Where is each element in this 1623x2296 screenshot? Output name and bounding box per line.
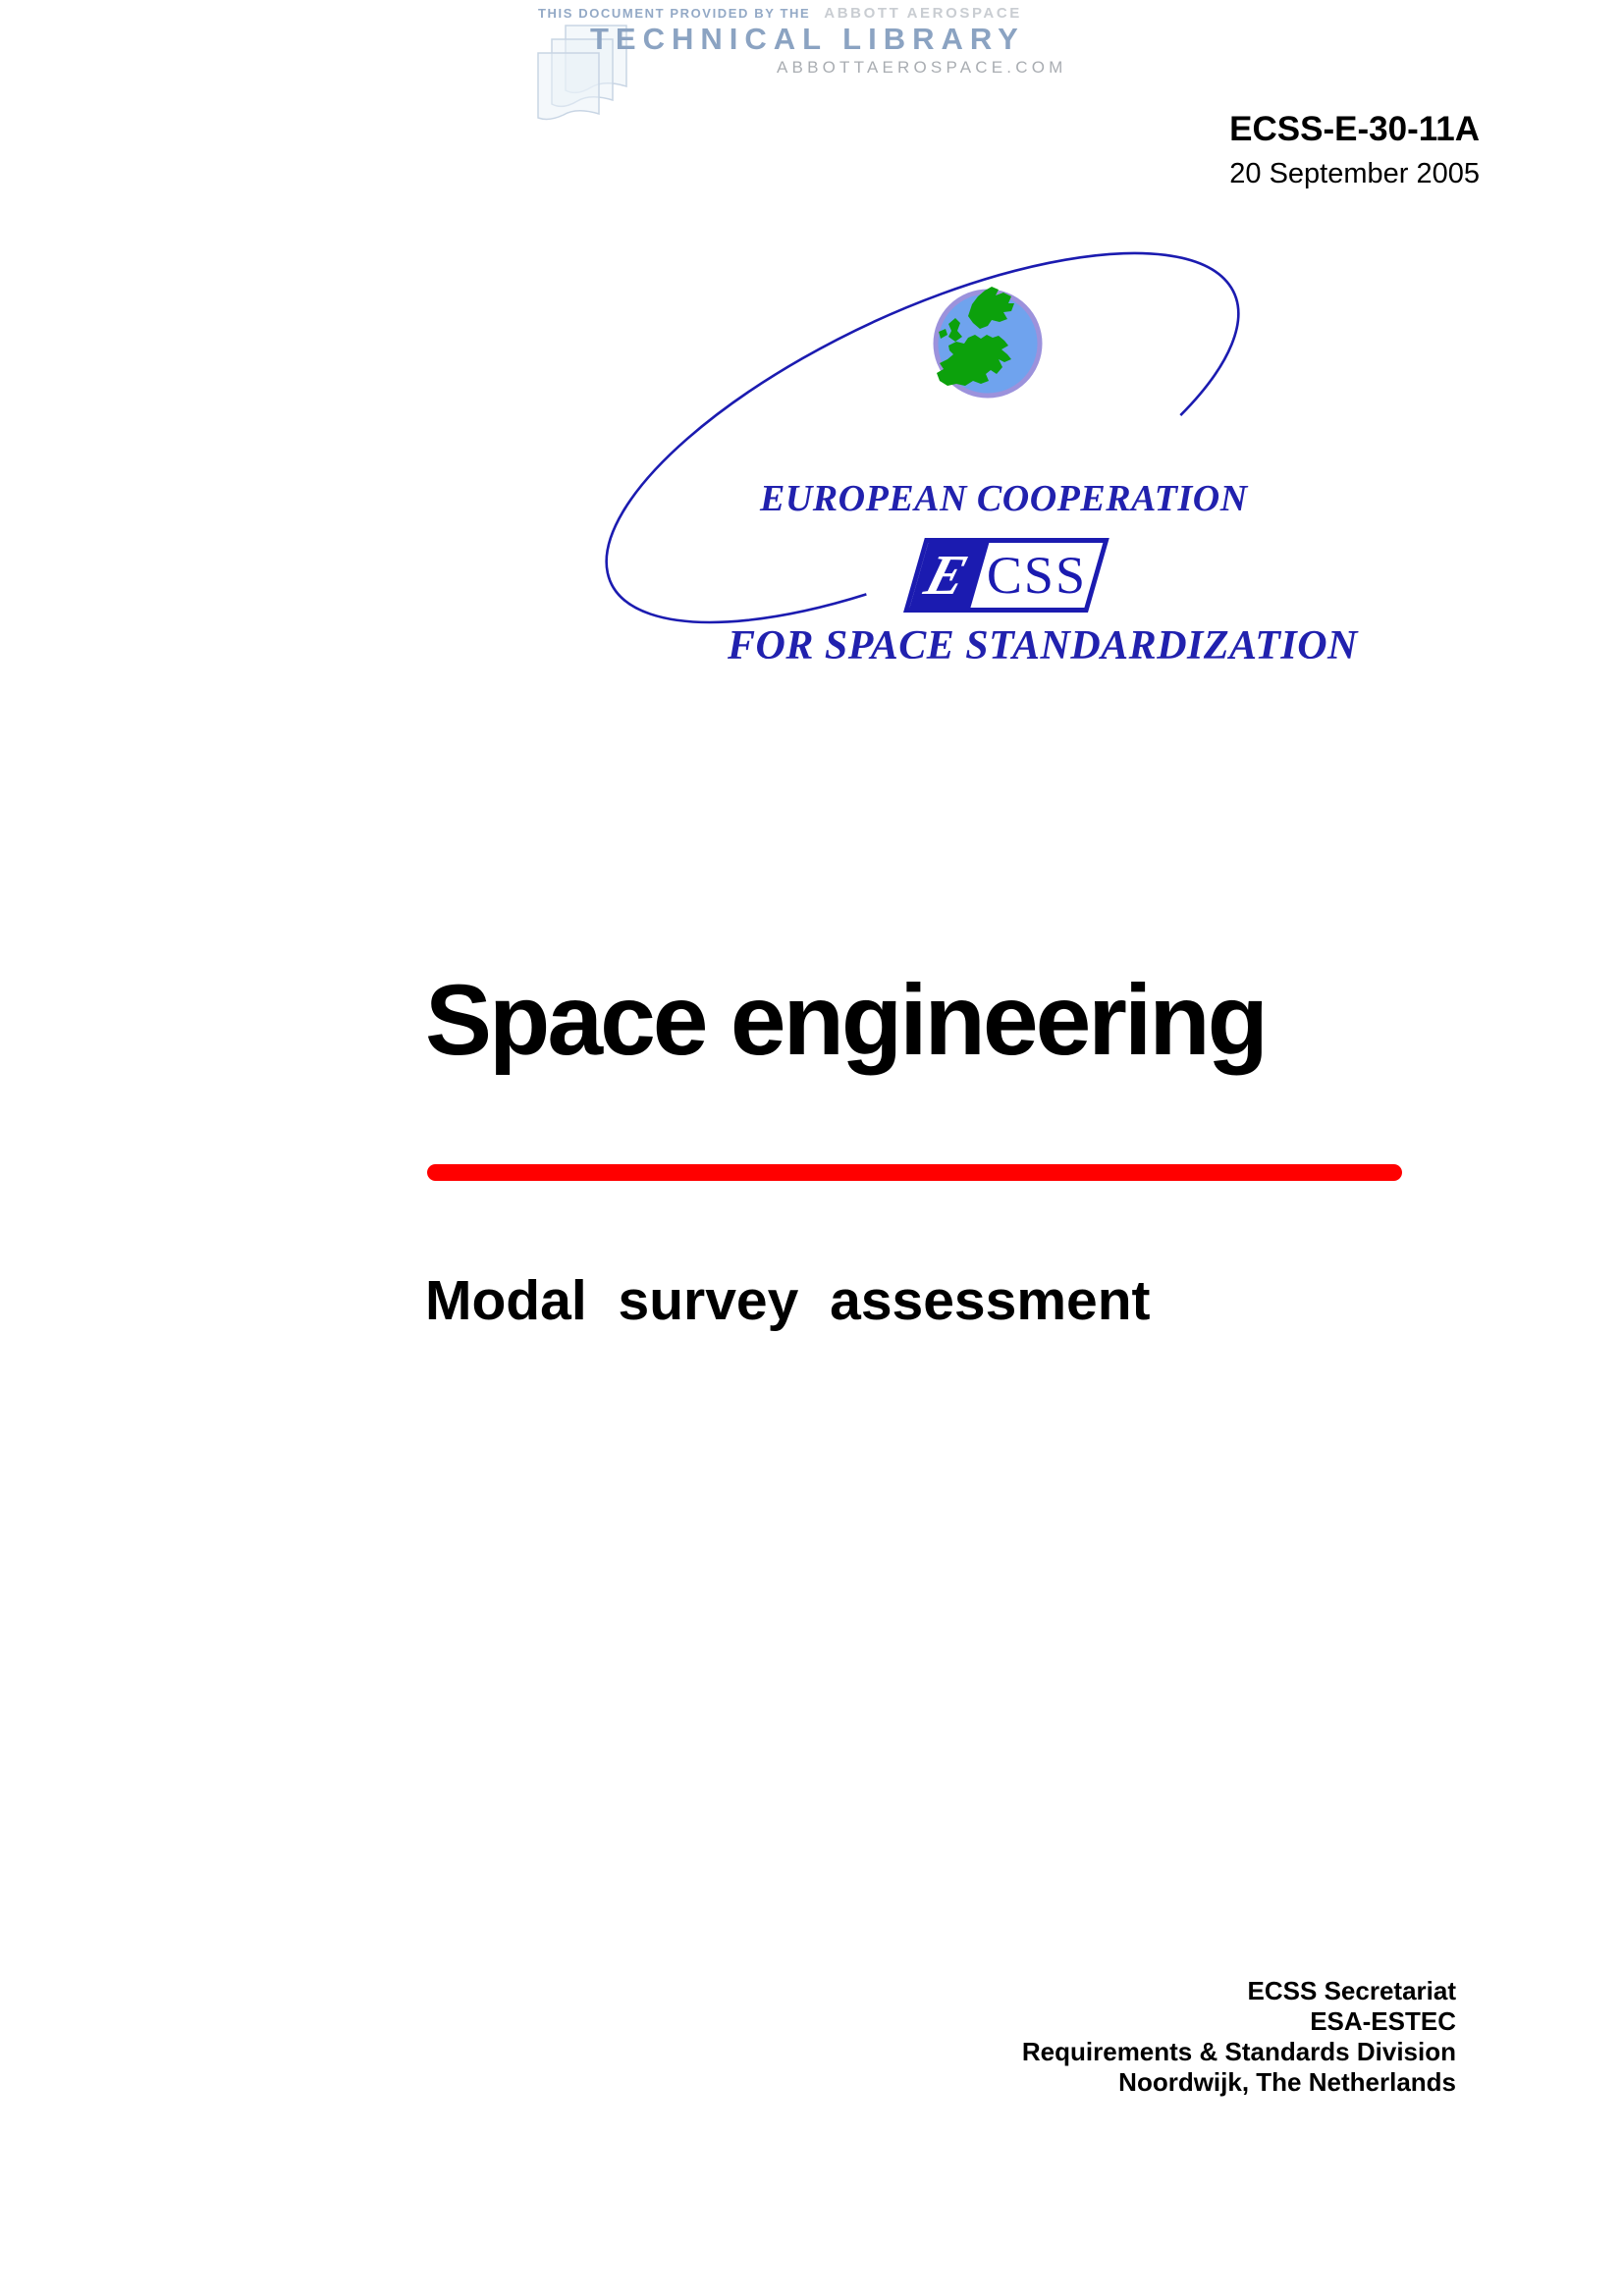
secretariat-line: ESA-ESTEC <box>1310 2006 1456 2036</box>
watermark-site-url: ABBOTTAEROSPACE.COM <box>777 58 1067 77</box>
ecss-css-block <box>970 543 1103 608</box>
ecss-css-letters: CSS <box>986 546 1087 605</box>
document-date: 20 September 2005 <box>1229 158 1480 189</box>
secretariat-line: Noordwijk, The Netherlands <box>1118 2067 1456 2097</box>
orbit-ellipse-icon <box>558 179 1283 690</box>
watermark-brand: ABBOTT AEROSPACE <box>824 5 1022 22</box>
logo-top-line: EUROPEAN COOPERATION <box>760 478 1248 519</box>
secretariat-line: Requirements & Standards Division <box>1021 2037 1456 2066</box>
secretariat-block <box>1022 1976 1456 2098</box>
globe-europe-icon <box>936 287 1040 396</box>
secretariat-line: ECSS Secretariat <box>1247 1976 1456 2005</box>
page-subtitle: Modal survey assessment <box>425 1269 1151 1332</box>
logo-bottom-line: FOR SPACE STANDARDIZATION <box>728 623 1358 668</box>
red-divider-rule <box>427 1164 1402 1181</box>
ecss-e-letter: E <box>918 543 975 607</box>
watermark-provided-prefix: THIS DOCUMENT PROVIDED BY THE <box>538 6 811 21</box>
watermark-library-title: TECHNICAL LIBRARY <box>590 22 1025 56</box>
document-number: ECSS-E-30-11A <box>1229 110 1480 148</box>
ecss-acronym-box <box>903 538 1109 613</box>
page-title: Space engineering <box>425 964 1266 1076</box>
